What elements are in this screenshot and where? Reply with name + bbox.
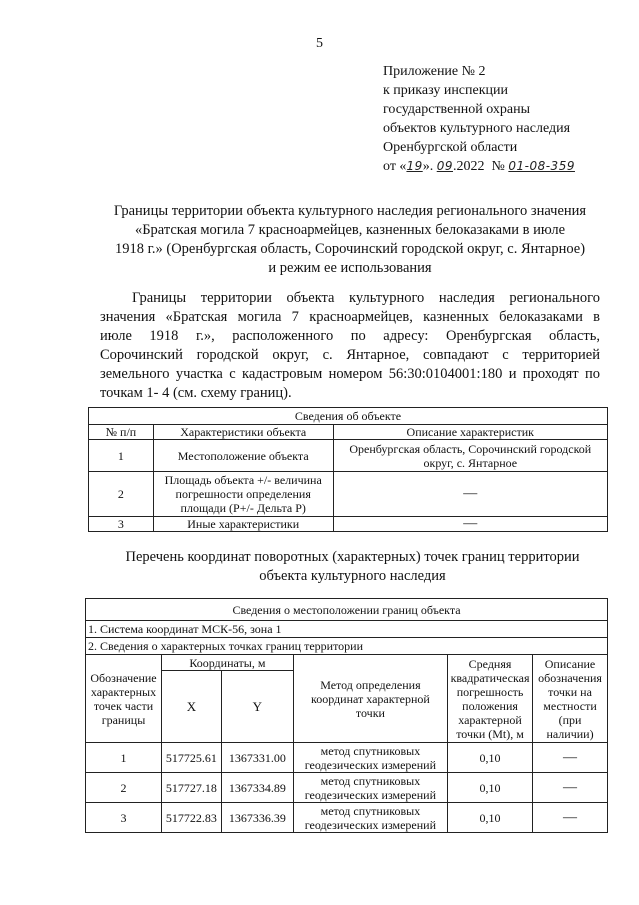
table-caption: Сведения об объекте: [89, 408, 608, 425]
body-paragraph: [100, 289, 600, 403]
appendix-line: Приложение № 2: [383, 64, 486, 79]
characteristic-desc: —: [333, 472, 607, 517]
column-header: Метод определения координат характерной точки: [293, 655, 447, 743]
title-line: 1918 г.» (Оренбургская область, Сорочинский городской округ, с. Янтарное): [114, 241, 586, 257]
point-description: —: [533, 743, 608, 773]
point-description: —: [533, 803, 608, 833]
row-number: 2: [89, 472, 154, 517]
x-coordinate: 517725.61: [161, 743, 221, 773]
x-coordinate: 517722.83: [161, 803, 221, 833]
paragraph-line: значения «Братская могила 7 красноармейцев, казненных белоказаками в: [100, 309, 600, 325]
table-row: [86, 803, 608, 833]
row-number: 1: [89, 440, 154, 472]
paragraph-line: Сорочинский городской округ, с. Янтарное, совпадают с территорией: [100, 347, 600, 363]
point-id: 3: [86, 803, 162, 833]
title-line: Границы территории объекта культурного наследия регионального значения: [113, 203, 587, 219]
paragraph-line: июле 1918 г.», расположенного по адресу: Оренбургская область,: [100, 328, 600, 344]
column-header: Характеристики объекта: [153, 425, 333, 440]
title-line: «Братская могила 7 красноармейцев, казненных белоказаками в июле: [134, 222, 566, 238]
table-row: [89, 440, 608, 472]
date-prefix: от «: [383, 159, 407, 174]
column-header: Обозначение характерных точек части границы: [86, 655, 162, 743]
paragraph-line: Границы территории объекта культурного наследия регионального: [132, 290, 600, 306]
column-header: Координаты, м: [161, 655, 293, 671]
y-coordinate: 1367334.89: [221, 773, 293, 803]
paragraph-line: земельного участка с кадастровым номером 56:30:0104001:180 и проходят по: [100, 366, 600, 382]
order-date-number: [383, 157, 575, 176]
point-id: 1: [86, 743, 162, 773]
table-row: [89, 472, 608, 517]
table-row: [86, 743, 608, 773]
appendix-line: Оренбургской области: [383, 140, 518, 155]
subtitle-line: объекта культурного наследия: [259, 568, 446, 584]
method: метод спутниковых геодезических измерений: [293, 773, 447, 803]
mean-error: 0,10: [448, 773, 533, 803]
coordinates-table: [85, 598, 608, 833]
date-day: 19: [406, 159, 423, 173]
appendix-line: объектов культурного наследия: [383, 121, 571, 136]
y-coordinate: 1367331.00: [221, 743, 293, 773]
order-number: 01-08-359: [508, 159, 575, 173]
subtitle-line: Перечень координат поворотных (характерных) точек границ территории: [125, 549, 580, 565]
table-caption: Сведения о местоположении границ объекта: [86, 599, 608, 621]
point-id: 2: [86, 773, 162, 803]
coordinates-title: [95, 548, 610, 586]
characteristic-desc: —: [333, 517, 607, 532]
column-header: X: [161, 671, 221, 743]
row-number: 3: [89, 517, 154, 532]
date-month: 09: [436, 159, 453, 173]
x-coordinate: 517727.18: [161, 773, 221, 803]
mean-error: 0,10: [448, 803, 533, 833]
method: метод спутниковых геодезических измерений: [293, 803, 447, 833]
mean-error: 0,10: [448, 743, 533, 773]
coordinate-system: 1. Система координат МСК-56, зона 1: [86, 621, 608, 638]
appendix-block: [383, 62, 575, 176]
characteristic-desc: Оренбургская область, Сорочинский городской округ, с. Янтарное: [333, 440, 607, 472]
table-row: [89, 517, 608, 532]
table-row: [86, 773, 608, 803]
column-header: Y: [221, 671, 293, 743]
date-year: .2022: [453, 159, 485, 174]
page-number: 5: [316, 36, 323, 51]
date-mid: ».: [422, 159, 437, 174]
characteristic-name: Иные характеристики: [153, 517, 333, 532]
column-header: Описание обозначения точки на местности (при наличии): [533, 655, 608, 743]
y-coordinate: 1367336.39: [221, 803, 293, 833]
characteristic-name: Площадь объекта +/- величина погрешности определения площади (Р+/- Дельта Р): [153, 472, 333, 517]
points-info-heading: 2. Сведения о характерных точках границ территории: [86, 638, 608, 655]
appendix-line: к приказу инспекции: [383, 83, 509, 98]
column-header: Средняя квадратическая погрешность положения характерной точки (Mt), м: [448, 655, 533, 743]
characteristic-name: Местоположение объекта: [153, 440, 333, 472]
point-description: —: [533, 773, 608, 803]
number-prefix: №: [491, 159, 505, 174]
title-line: и режим ее использования: [268, 260, 432, 276]
column-header: Описание характеристик: [333, 425, 607, 440]
column-header: № п/п: [89, 425, 154, 440]
object-info-table: [88, 407, 608, 532]
method: метод спутниковых геодезических измерений: [293, 743, 447, 773]
appendix-line: государственной охраны: [383, 102, 531, 117]
paragraph-line: точкам 1- 4 (см. схему границ).: [100, 385, 292, 401]
document-title: [70, 202, 630, 278]
